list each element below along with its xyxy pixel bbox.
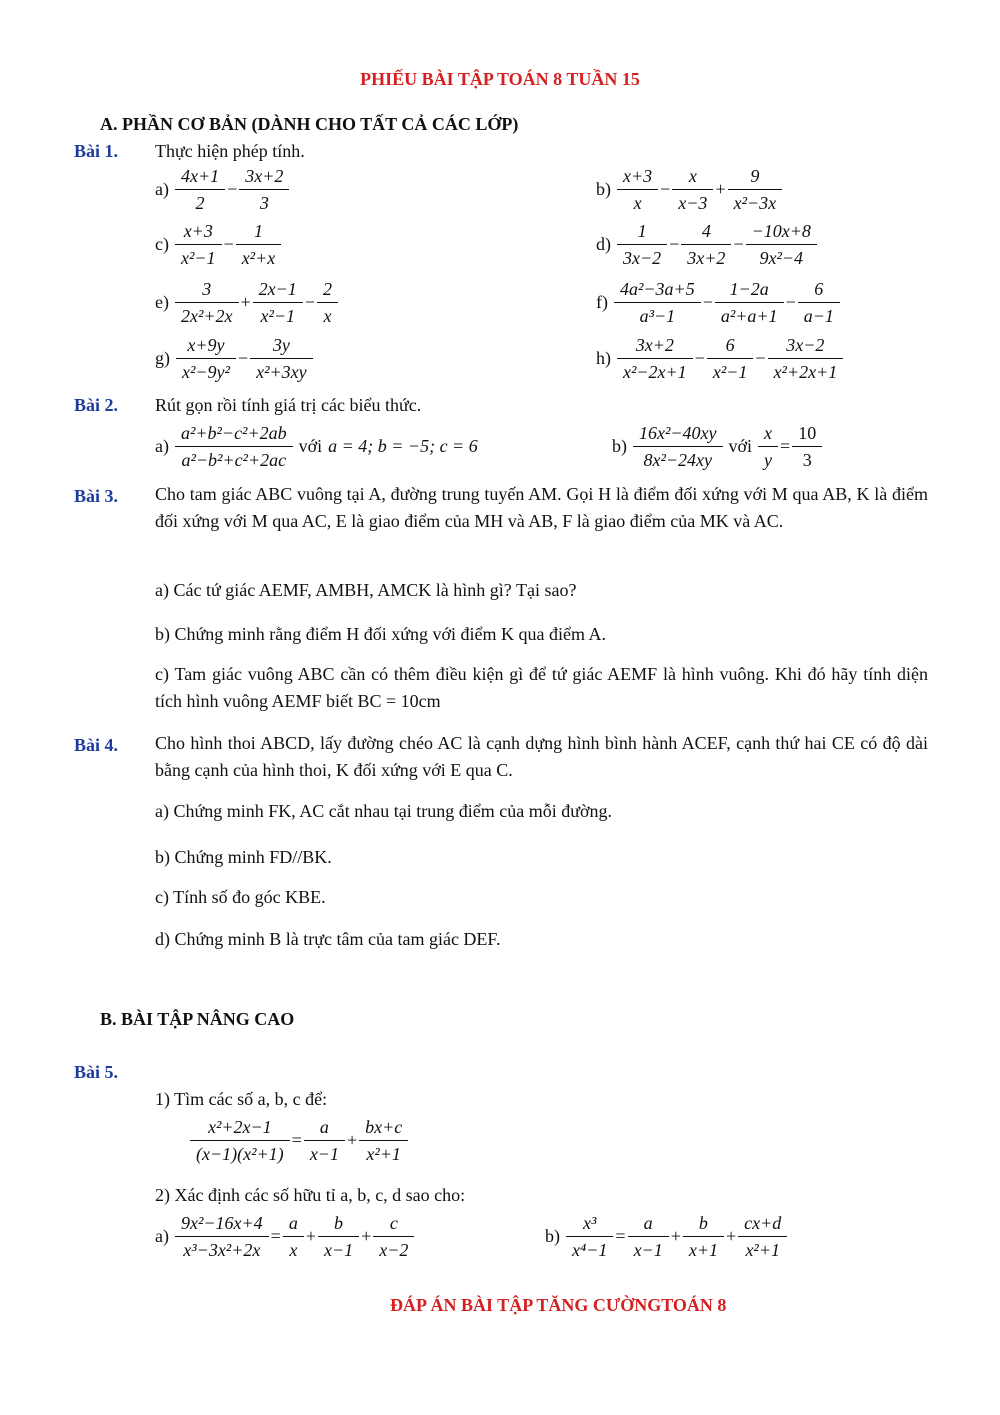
plus-sign: +: [346, 1130, 358, 1151]
term-fraction: [307, 1116, 342, 1165]
minus-sign: −: [733, 234, 744, 255]
numerator: 1: [253, 221, 263, 241]
fraction: [620, 165, 655, 214]
item-label: f): [596, 292, 608, 313]
numerator: cx+d: [744, 1213, 782, 1233]
fraction: [771, 334, 841, 383]
bai3-part-c: c) Tam giác vuông ABC cần có thêm điều kiện gì để tứ giác AEMF là hình vuông. Khi đó hãy tính diện tích hình vuông AEMF biết BC = 10cm: [155, 664, 928, 711]
denominator: x²+2x+1: [768, 358, 844, 383]
denominator: x²−3x: [728, 189, 783, 214]
bai2-a-fraction: [178, 422, 290, 471]
bai5-a-label: a): [155, 1226, 169, 1247]
minus-sign: −: [669, 234, 680, 255]
bai1-item-f: [596, 278, 840, 327]
term-fraction: [741, 1212, 784, 1261]
numerator: 2x−1: [258, 279, 297, 299]
denominator: x²−2x+1: [617, 358, 693, 383]
bai1-item-c: [155, 220, 281, 269]
numerator: x+9y: [187, 335, 225, 355]
denominator: 8x²−24xy: [633, 446, 723, 471]
denominator: x: [617, 189, 658, 214]
bai5-equation-a: [155, 1212, 414, 1261]
fraction: [718, 278, 781, 327]
equals-sign: =: [270, 1226, 281, 1247]
bai4-text: Cho hình thoi ABCD, lấy đường chéo AC là cạnh dựng hình bình hành ACEF, cạnh thứ hai CE có độ dài bằng cạnh của hình thoi, K đối xứng với E qua C.: [155, 733, 928, 780]
bai1-item-h: [596, 334, 843, 383]
numerator: b: [334, 1213, 344, 1233]
denominator: 3x+2: [681, 244, 731, 269]
plus-sign: +: [240, 292, 251, 313]
bai2-a-condition: a = 4; b = −5; c = 6: [328, 436, 478, 457]
minus-sign: −: [785, 292, 796, 313]
lhs-fraction: [193, 1116, 287, 1165]
fraction: [620, 334, 690, 383]
section-a-heading: A. PHẦN CƠ BẢN (DÀNH CHO TẤT CẢ CÁC LỚP): [100, 114, 519, 134]
bai3-part-b: b) Chứng minh rằng điểm H đối xứng với điểm K qua điểm A.: [155, 624, 606, 644]
denominator: x: [317, 302, 338, 327]
term-fraction: [631, 1212, 666, 1261]
denominator: x−3: [672, 189, 713, 214]
term-fraction: [376, 1212, 411, 1261]
answer-key-heading: ĐÁP ÁN BÀI TẬP TĂNG CƯỜNGTOÁN 8: [390, 1295, 727, 1315]
plus-sign: +: [361, 1226, 372, 1247]
bai1-item-a: [155, 165, 289, 214]
denominator: x−1: [318, 1236, 359, 1261]
bai5-equation-1: [190, 1116, 408, 1165]
item-label: d): [596, 234, 611, 255]
denominator: a−1: [798, 302, 840, 327]
numerator: x: [764, 423, 773, 443]
denominator: x²−1: [253, 302, 303, 327]
numerator: a: [643, 1213, 653, 1233]
fraction: [242, 165, 286, 214]
bai4-part-b: b) Chứng minh FD//BK.: [155, 847, 332, 867]
item-label: h): [596, 348, 611, 369]
bai1-item-e: [155, 278, 338, 327]
denominator: a³−1: [614, 302, 701, 327]
numerator: a²+b²−c²+2ab: [180, 423, 287, 443]
bai2-b-fraction: [636, 422, 720, 471]
numerator: 4a²−3a+5: [620, 279, 695, 299]
bai5-label: Bài 5.: [74, 1062, 119, 1082]
denominator: y: [758, 446, 778, 471]
numerator: 6: [814, 279, 824, 299]
numerator: 2: [322, 279, 332, 299]
numerator: 3x+2: [635, 335, 674, 355]
numerator: 4x+1: [180, 166, 220, 186]
denominator: x: [283, 1236, 304, 1261]
bai5-part1: 1) Tìm các số a, b, c để:: [155, 1089, 328, 1109]
minus-sign: −: [223, 234, 234, 255]
bai1-label: Bài 1.: [74, 141, 119, 161]
fraction: [179, 334, 233, 383]
bai3-text: Cho tam giác ABC vuông tại A, đường trung tuyến AM. Gọi H là điểm đối xứng với M qua AB, K là điểm đối xứng với M qua AC, E là giao điểm của MH và AB, F là giao điểm của MK và AC.: [155, 484, 928, 531]
denominator: x−2: [373, 1236, 414, 1261]
minus-sign: −: [227, 179, 238, 200]
fraction: [253, 334, 310, 383]
numerator: 1: [637, 221, 647, 241]
minus-sign: −: [660, 179, 671, 200]
numerator: 3x+2: [245, 166, 284, 186]
denominator: x²+3xy: [250, 358, 313, 383]
equals-sign: =: [291, 1130, 302, 1151]
lhs-fraction: [178, 1212, 266, 1261]
denominator: x²+1: [359, 1140, 408, 1165]
term-fraction: [686, 1212, 721, 1261]
numerator: 1−2a: [729, 279, 769, 299]
bai2-item-b: [612, 422, 822, 471]
denominator: 2x²+2x: [175, 302, 239, 327]
minus-sign: −: [237, 348, 249, 369]
denominator: a²+a+1: [715, 302, 784, 327]
section-b-heading: B. BÀI TẬP NÂNG CAO: [100, 1009, 295, 1029]
minus-sign: −: [694, 348, 705, 369]
fraction: [320, 278, 335, 327]
denominator: x²+x: [236, 244, 282, 269]
denominator: x²−1: [707, 358, 754, 383]
item-label: b): [596, 179, 611, 200]
term-fraction: [321, 1212, 356, 1261]
bai4-part-a: a) Chứng minh FK, AC cắt nhau tại trung điểm của mỗi đường.: [155, 801, 612, 821]
denominator: x²−9y²: [176, 358, 236, 383]
bai2-label: Bài 2.: [74, 395, 119, 415]
fraction: [620, 220, 664, 269]
fraction: [239, 220, 279, 269]
bai2-b-cond-fraction: [761, 422, 775, 471]
item-label: e): [155, 292, 169, 313]
bai4-part-d: d) Chứng minh B là trực tâm của tam giác DEF.: [155, 929, 501, 949]
denominator: x+1: [683, 1236, 724, 1261]
bai3-part-a: a) Các tứ giác AEMF, AMBH, AMCK là hình gì? Tại sao?: [155, 580, 577, 600]
bai1-instruction: Thực hiện phép tính.: [155, 141, 305, 161]
denominator: x−1: [304, 1140, 345, 1165]
numerator: −10x+8: [751, 221, 811, 241]
bai2-instruction: Rút gọn rồi tính giá trị các biểu thức.: [155, 395, 422, 415]
plus-sign: +: [726, 1226, 737, 1247]
fraction: [710, 334, 751, 383]
item-label: g): [155, 348, 170, 369]
denominator: a²−b²+c²+2ac: [175, 446, 293, 471]
denominator: 3: [792, 446, 822, 471]
numerator: x³: [583, 1213, 597, 1233]
denominator: 9x²−4: [746, 244, 817, 269]
denominator: 3: [239, 189, 289, 214]
denominator: x³−3x²+2x: [175, 1236, 269, 1261]
lhs-fraction: [569, 1212, 610, 1261]
plus-sign: +: [305, 1226, 316, 1247]
numerator: a: [319, 1117, 329, 1137]
fraction: [256, 278, 300, 327]
term-fraction: [362, 1116, 405, 1165]
term-fraction: [286, 1212, 301, 1261]
fraction: [178, 220, 219, 269]
fraction: [675, 165, 710, 214]
numerator: b: [698, 1213, 708, 1233]
fraction: [801, 278, 837, 327]
bai1-item-b: [596, 165, 782, 214]
numerator: bx+c: [365, 1117, 403, 1137]
equals-sign: =: [615, 1226, 626, 1247]
numerator: 6: [725, 335, 735, 355]
bai1-item-g: [155, 334, 313, 383]
numerator: c: [389, 1213, 398, 1233]
item-label: a): [155, 179, 169, 200]
bai3-label: Bài 3.: [74, 486, 119, 506]
denominator: x⁴−1: [566, 1236, 613, 1261]
numerator: a: [288, 1213, 298, 1233]
plus-sign: +: [715, 179, 726, 200]
item-label: c): [155, 234, 169, 255]
minus-sign: −: [702, 292, 713, 313]
denominator: x−1: [628, 1236, 669, 1261]
numerator: 10: [798, 423, 817, 443]
bai5-b-label: b): [545, 1226, 560, 1247]
bai5-equation-b: [545, 1212, 787, 1261]
denominator: x²+1: [738, 1236, 787, 1261]
fraction: [731, 165, 780, 214]
plus-sign: +: [670, 1226, 681, 1247]
bai2-b-value-fraction: [795, 422, 819, 471]
denominator: 2: [175, 189, 225, 214]
bai2-b-voi: với: [728, 436, 753, 457]
denominator: 3x−2: [617, 244, 667, 269]
numerator: 3: [202, 279, 212, 299]
page-title: PHIẾU BÀI TẬP TOÁN 8 TUẦN 15: [360, 69, 640, 89]
bai4-label: Bài 4.: [74, 735, 119, 755]
numerator: 3x−2: [786, 335, 825, 355]
numerator: 4: [701, 221, 711, 241]
numerator: x: [688, 166, 697, 186]
equals-sign: =: [780, 436, 791, 457]
denominator: x²−1: [175, 244, 222, 269]
bai2-a-label: a): [155, 436, 169, 457]
numerator: x+3: [623, 166, 653, 186]
fraction: [749, 220, 814, 269]
numerator: x+3: [183, 221, 213, 241]
numerator: 9x²−16x+4: [180, 1213, 263, 1233]
numerator: 16x²−40xy: [639, 423, 717, 443]
bai1-item-d: [596, 220, 817, 269]
denominator: (x−1)(x²+1): [190, 1140, 290, 1165]
bai2-a-voi: với: [298, 436, 323, 457]
bai2-item-a: [155, 422, 478, 471]
fraction: [684, 220, 728, 269]
fraction: [617, 278, 698, 327]
bai2-b-label: b): [612, 436, 627, 457]
numerator: 9: [750, 166, 760, 186]
numerator: 3y: [272, 335, 290, 355]
fraction: [178, 278, 236, 327]
fraction: [178, 165, 222, 214]
minus-sign: −: [304, 292, 315, 313]
bai5-part2: 2) Xác định các số hữu tỉ a, b, c, d sao cho:: [155, 1185, 466, 1205]
numerator: x²+2x−1: [207, 1117, 272, 1137]
bai4-part-c: c) Tính số đo góc KBE.: [155, 887, 326, 907]
minus-sign: −: [755, 348, 766, 369]
